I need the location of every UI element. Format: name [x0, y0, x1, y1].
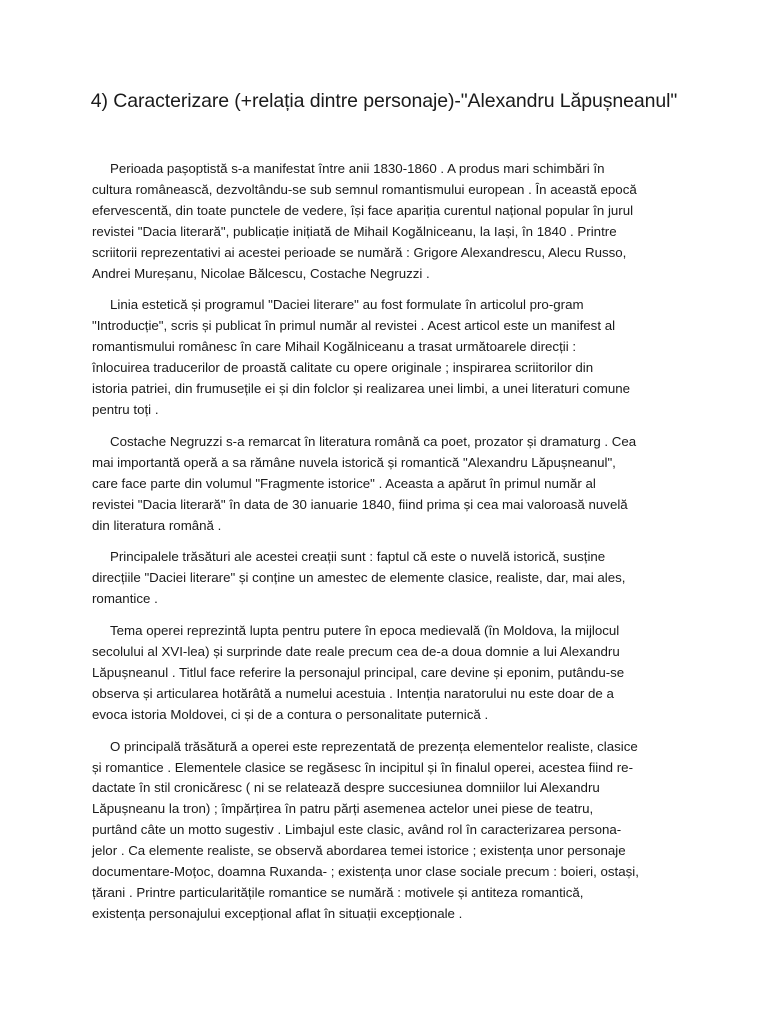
text-line: cultura românească, dezvoltându-se sub semnul romantismului european . În această epocă: [92, 181, 637, 197]
text-line: țărani . Printre particularitățile romantice se numără : motivele și antiteza romantică,: [92, 885, 584, 900]
text-line: din literatura română .: [92, 517, 222, 533]
text-line: istoria patriei, din frumusețile ei și din folclor și realizarea unei limbi, a unei literaturi comune: [92, 381, 631, 397]
text-line: existența personajului excepțional aflat în situații excepționale .: [92, 905, 463, 921]
paragraph: [92, 295, 682, 420]
text-line: Lăpușneanul . Titlul face referire la personajul principal, care devine și eponim, putându-se: [92, 664, 625, 680]
text-line: revistei "Dacia literară", publicație inițiată de Mihail Kogălniceanu, la Iași, în 1840 . Printre: [92, 223, 617, 239]
text-line: romantice .: [92, 591, 158, 607]
text-line: revistei "Dacia literară" în data de 30 ianuarie 1840, fiind prima și cea mai valoroasă nuvelă: [92, 496, 628, 512]
text-line: observa și articularea hotărâtă a numelui acestuia . Intenția naratorului nu este doar de a: [92, 685, 614, 701]
text-line: scriitorii reprezentativi ai acestei perioade se numără : Grigore Alexandrescu, Alecu Russo,: [92, 244, 627, 260]
text-line: efervescentă, din toate punctele de vedere, își face apariția curentul național popular în jurul: [92, 202, 634, 218]
paragraph: [92, 621, 682, 726]
text-line: evoca istoria Moldovei, ci și de a contura o personalitate puternică .: [92, 706, 489, 722]
text-line: documentare-Moțoc, doamna Ruxanda- ; existența unor clase sociale precum : boieri, ostași,: [92, 864, 639, 880]
text-line: "Introducție", scris și publicat în primul număr al revistei . Acest articol este un manifest al: [92, 318, 616, 334]
text-line: și romantice . Elementele clasice se regăsesc în incipitul și în finalul operei, acestea fiind re-: [92, 759, 633, 775]
paragraph: [92, 432, 682, 537]
text-line: purtând câte un motto sugestiv . Limbajul este clasic, având rol în caracterizarea persona-: [92, 822, 622, 838]
paragraph: [92, 737, 682, 925]
text-line: Andrei Mureșanu, Nicolae Bălcescu, Costache Negruzzi .: [92, 265, 430, 281]
text-line: Tema operei reprezintă lupta pentru putere în epoca medievală (în Moldova, la mijlocul: [110, 623, 620, 639]
text-line: mai importantă operă a sa rămâne nuvela istorică și romantică "Alexandru Lăpușneanul",: [92, 454, 616, 470]
text-line: înlocuirea traducerilor de proastă calitate cu opere originale ; inspirarea scriitorilor din: [92, 360, 594, 376]
text-line: Perioada pașoptistă s-a manifestat între anii 1830-1860 . A produs mari schimbări în: [110, 161, 605, 176]
text-line: romantismului românesc în care Mihail Kogălniceanu a trasat următoarele direcții :: [92, 339, 577, 355]
paragraph: [92, 159, 682, 284]
text-line: O principală trăsătură a operei este reprezentată de prezența elementelor realiste, clasice: [110, 738, 638, 754]
text-line: dactate în stil cronicăresc ( ni se relatează despre succesiunea domniilor lui Alexandru: [92, 780, 600, 796]
text-line: pentru toți .: [92, 401, 159, 417]
text-line: Lăpușneanu la tron) ; împărțirea în patru părți asemenea actelor unei piese de teatru,: [92, 801, 594, 817]
text-line: Costache Negruzzi s-a remarcat în literatura română ca poet, prozator și dramaturg . Cea: [110, 433, 637, 449]
paragraph: [92, 547, 682, 610]
text-line: Linia estetică și programul "Daciei literare" au fost formulate în articolul pro-gram: [110, 297, 584, 313]
document-body: [92, 159, 682, 936]
text-line: care face parte din volumul "Fragmente istorice" . Aceasta a apărut în primul număr al: [92, 475, 596, 491]
document-title: 4) Caracterizare (+relația dintre personaje)-"Alexandru Lăpușneanul": [90, 90, 678, 112]
text-line: direcțiile "Daciei literare" și conține un amestec de elemente clasice, realiste, dar, mai ales,: [92, 570, 626, 586]
text-line: Principalele trăsături ale acestei creații sunt : faptul că este o nuvelă istorică, susține: [110, 549, 606, 565]
text-line: jelor . Ca elemente realiste, se observă abordarea temei istorice ; existența unor personaje: [92, 843, 626, 859]
text-line: secolului al XVI-lea) și surprinde date reale precum cea de-a doua domnie a lui Alexandru: [92, 644, 620, 660]
